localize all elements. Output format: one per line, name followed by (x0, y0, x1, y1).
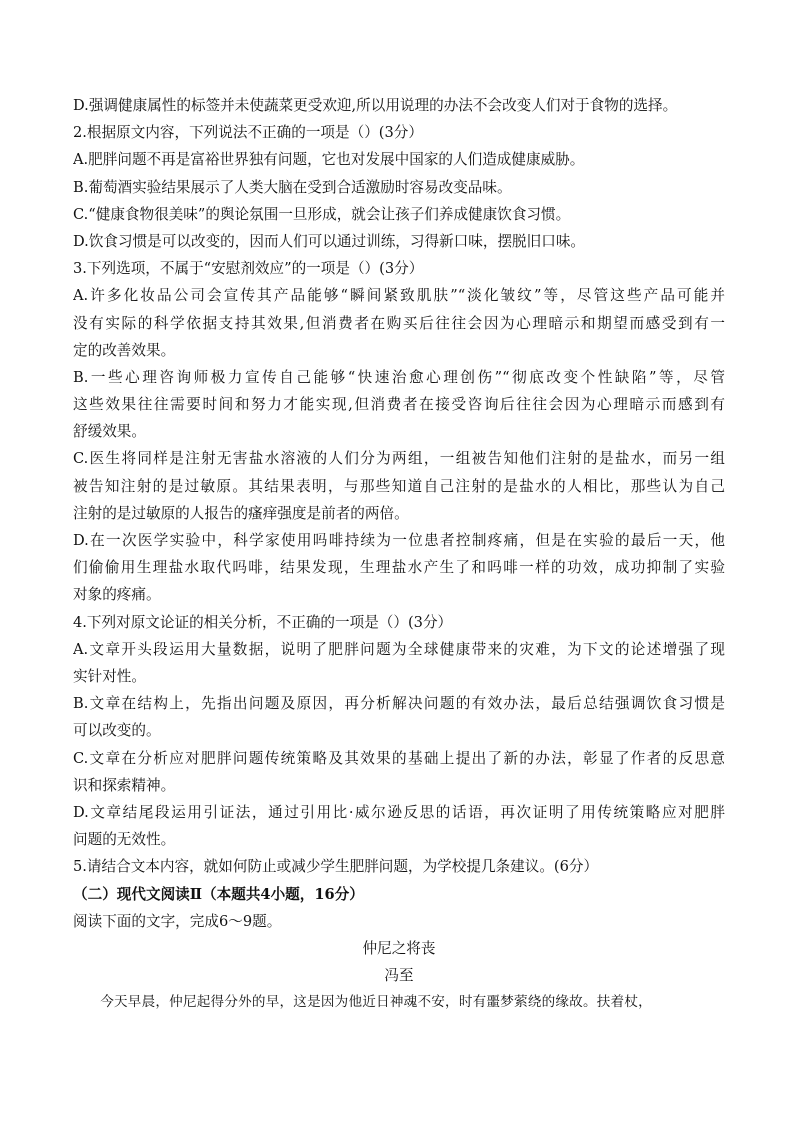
option-line: D.强调健康属性的标签并未使蔬菜更受欢迎,所以用说理的办法不会改变人们对于食物的选择。 (73, 97, 678, 114)
option-line: 被告知注射的是过敏原。其结果表明，与那些知道自己注射的是盐水的人相比，那些认为自己 (73, 477, 725, 495)
option-line: C.文章在分析应对肥胖问题传统策略及其效果的基础上提出了新的办法，彰显了作者的反思意 (73, 749, 725, 767)
question-3: 3.下列选项，不属于“安慰剂效应”的一项是（）(3分） (73, 260, 424, 278)
option-line: A.许多化妆品公司会宣传其产品能够“瞬间紧致肌肤”“淡化皱纹”等，尽管这些产品可能并 (73, 287, 725, 305)
option-line: B.葡萄酒实验结果展示了人类大脑在受到合适激励时容易改变品味。 (73, 178, 512, 196)
option-line: 这些效果往往需要时间和努力才能实现,但消费者在接受咨询后往往会因为心理暗示而感到有 (73, 396, 725, 414)
option-line: B.一些心理咨询师极力宣传自己能够“快速治愈心理创伤”“彻底改变个性缺陷”等，尽管 (73, 368, 725, 386)
question-5: 5.请结合文本内容，就如何防止或减少学生肥胖问题，为学校提几条建议。(6分） (73, 858, 599, 876)
story-header (73, 935, 725, 989)
option-line: B.文章在结构上，先指出问题及原因，再分析解决问题的有效办法，最后总结强调饮食习惯是 (73, 695, 725, 713)
option-line: C.医生将同样是注射无害盐水溶液的人们分为两组，一组被告知他们注射的是盐水，而另一组 (73, 450, 725, 468)
story-body (73, 989, 725, 1016)
option-line: 识和探索精神。 (73, 776, 176, 794)
option-line: 问题的无效性。 (73, 831, 176, 849)
option-line: 没有实际的科学依据支持其效果,但消费者在购买后往往会因为心理暗示和期望而感受到有一 (73, 314, 725, 332)
option-line: C.“健康食物很美味”的舆论氛围一旦形成，就会让孩子们养成健康饮食习惯。 (73, 205, 571, 223)
section-title: （二）现代文阅读Ⅱ（本题共4小题，16分） (73, 886, 364, 903)
question-block (73, 92, 725, 880)
section-heading (73, 881, 725, 935)
option-line: 可以改变的。 (73, 722, 161, 740)
option-line: A.文章开头段运用大量数据，说明了肥胖问题为全球健康带来的灾难，为下文的论述增强了现 (73, 640, 725, 658)
option-line: D.文章结尾段运用引证法，通过引用比·威尔逊反思的话语，再次证明了用传统策略应对肥胖 (73, 803, 725, 821)
option-line: A.肥胖问题不再是富裕世界独有问题，它也对发展中国家的人们造成健康威胁。 (73, 151, 585, 169)
option-line: D.饮食习惯是可以改变的，因而人们可以通过训练，习得新口味，摆脱旧口味。 (73, 232, 586, 250)
option-line: 实针对性。 (73, 667, 146, 685)
question-4: 4.下列对原文论证的相关分析，不正确的一项是（）(3分） (73, 613, 453, 631)
option-line: 们偷偷用生理盐水取代吗啡，结果发现，生理盐水产生了和吗啡一样的功效，成功抑制了实验 (73, 559, 725, 577)
story-author: 冯至 (384, 967, 414, 985)
option-line: 舒缓效果。 (73, 423, 146, 441)
option-line: 对象的疼痛。 (73, 586, 161, 604)
question-2: 2.根据原文内容，下列说法不正确的一项是（）(3分） (73, 124, 423, 142)
story-title: 仲尼之将丧 (362, 940, 436, 957)
option-line: D.在一次医学实验中，科学家使用吗啡持续为一位患者控制疼痛，但是在实验的最后一天，他 (73, 532, 725, 549)
story-first-line: 今天早晨，仲尼起得分外的早，这是因为他近日神魂不安，时有噩梦萦绕的缘故。扶着杖， (100, 994, 652, 1010)
option-line: 定的改善效果。 (73, 341, 176, 359)
section-instruction: 阅读下面的文字，完成6～9题。 (73, 913, 282, 931)
option-line: 注射的是过敏原的人报告的瘙痒强度是前者的两倍。 (73, 504, 409, 522)
